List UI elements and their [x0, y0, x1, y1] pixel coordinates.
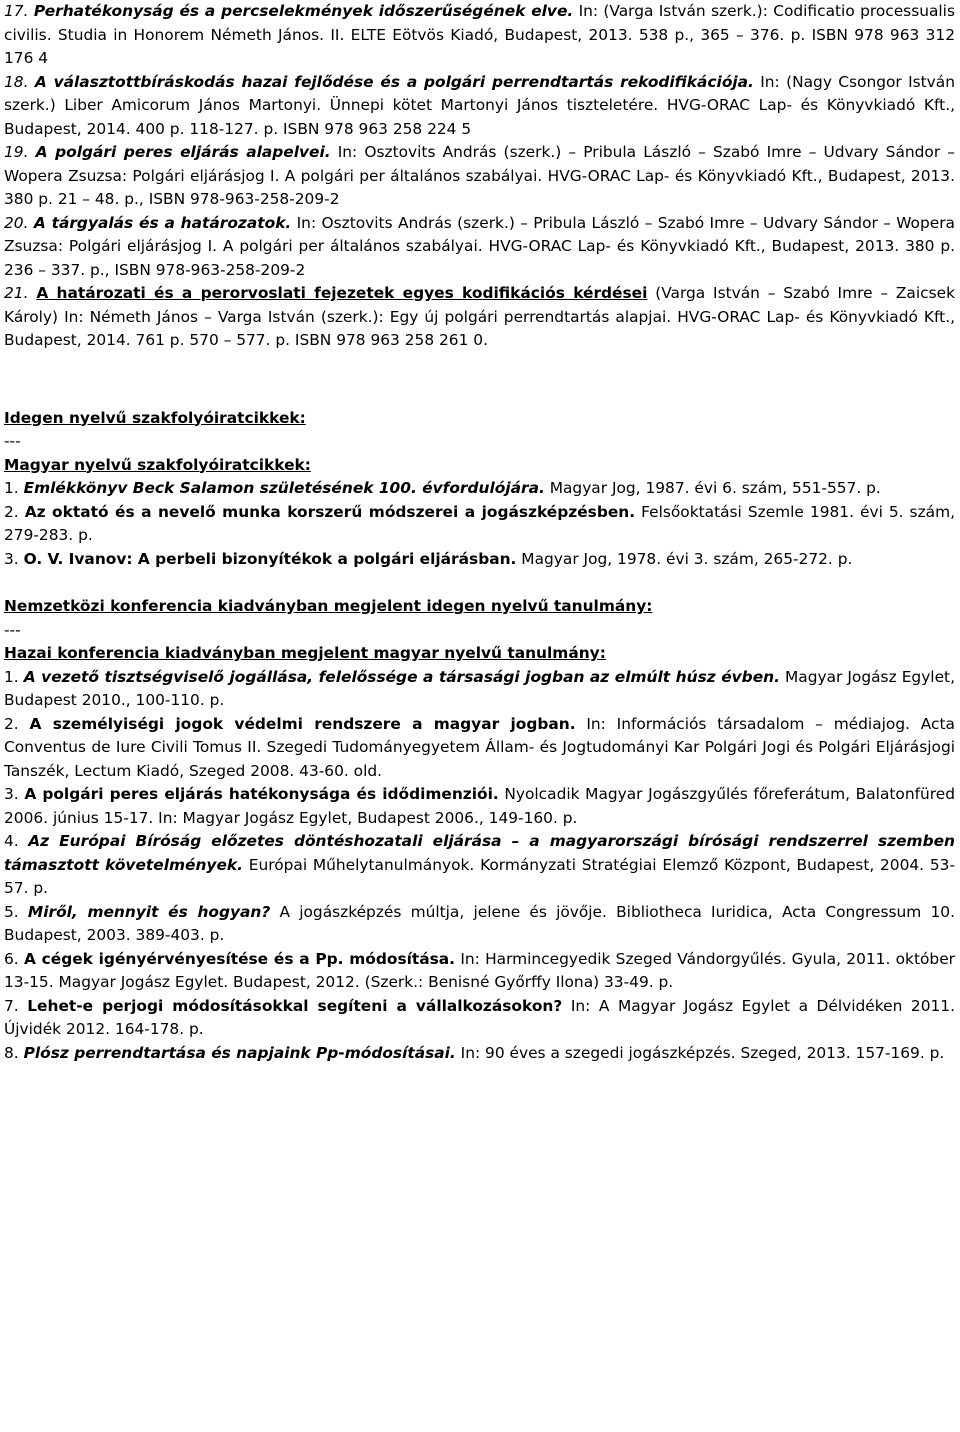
item-title: Perhatékonyság és a percselekmények időszerűségének elve.: [33, 2, 574, 20]
item-title: Miről, mennyit és hogyan?: [27, 902, 271, 921]
item-title: Az Európai Bíróság előzetes döntéshozatali eljárása – a magyarországi bírósági rendszerrel szemben támasztott követelmények.: [4, 832, 955, 874]
section-placeholder: ---: [4, 432, 21, 450]
item-number: 19.: [4, 143, 29, 161]
item-title: Lehet-e perjogi módosításokkal segíteni a vállalkozásokon?: [27, 996, 563, 1015]
conference-item-6: [4, 948, 955, 995]
item-number: 2.: [4, 502, 19, 521]
journal-item-3: [4, 548, 955, 572]
item-title: A személyiségi jogok védelmi rendszere a magyar jogban.: [29, 714, 576, 733]
item-title: A választottbíráskodás hazai fejlődése és a polgári perrendtartás rekodifikációja.: [34, 72, 754, 91]
section-heading-hungarian-journal: Magyar nyelvű szakfolyóiratcikkek:: [4, 455, 311, 474]
item-title: A cégek igényérvényesítése és a Pp. módosítása.: [23, 949, 456, 968]
bibliography-item-21: [4, 282, 955, 353]
item-details: In: Harmincegyedik Szeged Vándorgyűlés. Gyula, 2011. október 13-15. Magyar Jogász Egylet. Budapest, 2012. (Szerk.: Benisné Győrffy Ilona) 33-49. p.: [4, 949, 955, 991]
conference-item-8: [4, 1042, 955, 1066]
section-heading-domestic-conference: Hazai konferencia kiadványban megjelent magyar nyelvű tanulmány:: [4, 644, 606, 662]
item-details: Magyar Jog, 1978. évi 3. szám, 265-272. p.: [516, 549, 853, 568]
item-details: Magyar Jog, 1987. évi 6. szám, 551-557. p.: [544, 479, 881, 497]
conference-item-2: [4, 713, 955, 784]
item-details: In: (Varga István szerk.): Codificatio processualis civilis. Studia in Honorem Németh János. II. ELTE Eötvös Kiadó, Budapest, 2013. 538 p., 365 – 376. p. ISBN 978 963 312 176 4: [4, 2, 955, 67]
item-number: 21.: [4, 284, 29, 302]
spacer: [4, 353, 955, 407]
item-details: Európai Műhelytanulmányok. Kormányzati Stratégiai Elemző Központ, Budapest, 2004. 53-57. p.: [4, 855, 955, 897]
journal-item-1: [4, 477, 955, 501]
item-number: 4.: [4, 832, 19, 850]
bibliography-item-17: [4, 0, 955, 71]
section-placeholder: ---: [4, 620, 21, 639]
journal-item-2: [4, 501, 955, 548]
bibliography-item-20: [4, 212, 955, 283]
item-title: A polgári peres eljárás hatékonysága és idődimenziói.: [24, 785, 499, 803]
item-details: Nyolcadik Magyar Jogászgyűlés főreferátum, Balatonfüred 2006. június 15-17. In: Magyar Jogász Egylet, Budapest 2006., 149-160. p.: [4, 785, 955, 827]
item-details: A jogászképzés múltja, jelene és jövője. Bibliotheca Iuridica, Acta Congressum 10. Budapest, 2003. 389-403. p.: [4, 902, 955, 944]
item-title: O. V. Ivanov: A perbeli bizonyítékok a polgári eljárásban.: [23, 549, 517, 568]
item-number: 3.: [4, 785, 19, 803]
conference-item-4: [4, 830, 955, 901]
item-title: A polgári peres eljárás alapelvei.: [35, 143, 331, 161]
section-heading-foreign-journal: Idegen nyelvű szakfolyóiratcikkek:: [4, 408, 306, 427]
item-number: 8.: [4, 1043, 19, 1062]
item-details: In: Osztovits András (szerk.) – Pribula László – Szabó Imre – Udvary Sándor – Wopera Zsuzsa: Polgári eljárásjog I. A polgári per általános szabályai. HVG-ORAC Lap- és Könyvkiadó Kft., Budapest, 2013. 380 p. 236 – 337. p., ISBN 978-963-258-209-2: [4, 213, 955, 279]
item-details: In: (Nagy Csongor István szerk.) Liber Amicorum János Martonyi. Ünnepi kötet Martonyi János tiszteletére. HVG-ORAC Lap- és Könyvkiadó Kft., Budapest, 2014. 400 p. 118-127. p. ISBN 978 963 258 224 5: [4, 72, 955, 138]
item-details: (Varga István – Szabó Imre – Zaicsek Károly) In: Németh János – Varga István (szerk.): Egy új polgári perrendtartás alapjai. HVG-ORAC Lap- és Könyvkiadó Kft., Budapest, 2014. 761 p. 570 – 577. p. ISBN 978 963 258 261 0.: [4, 284, 955, 349]
conference-item-7: [4, 995, 955, 1042]
item-title: Az oktató és a nevelő munka korszerű módszerei a jogászképzésben.: [24, 502, 636, 521]
item-number: 2.: [4, 714, 19, 733]
item-number: 5.: [4, 902, 19, 921]
item-number: 6.: [4, 949, 19, 968]
item-number: 18.: [4, 72, 29, 91]
item-details: In: A Magyar Jogász Egylet a Délvidéken 2011. Újvidék 2012. 164-178. p.: [4, 996, 955, 1038]
item-title: Emlékkönyv Beck Salamon születésének 100. évfordulójára.: [23, 479, 545, 497]
item-number: 1.: [4, 479, 19, 497]
item-number: 3.: [4, 549, 19, 568]
item-title: Plósz perrendtartása és napjaink Pp-módosításai.: [23, 1043, 456, 1062]
item-number: 20.: [4, 213, 29, 232]
item-title: A tárgyalás és a határozatok.: [33, 213, 292, 232]
item-number: 7.: [4, 996, 19, 1015]
item-details: Felsőoktatási Szemle 1981. évi 5. szám, 279-283. p.: [4, 502, 955, 544]
conference-item-1: [4, 666, 955, 713]
section-heading-intl-conference: Nemzetközi konferencia kiadványban megjelent idegen nyelvű tanulmány:: [4, 597, 653, 615]
item-title: A határozati és a perorvoslati fejezetek egyes kodifikációs kérdései: [36, 284, 648, 302]
item-title: A vezető tisztségviselő jogállása, felelőssége a társasági jogban az elmúlt húsz évben.: [23, 667, 780, 686]
item-details: Magyar Jogász Egylet, Budapest 2010., 100-110. p.: [4, 667, 955, 709]
spacer: [4, 571, 955, 595]
item-details: In: Osztovits András (szerk.) – Pribula László – Szabó Imre – Udvary Sándor – Wopera Zsuzsa: Polgári eljárásjog I. A polgári per általános szabályai. HVG-ORAC Lap- és Könyvkiadó Kft., Budapest, 2013. 380 p. 21 – 48. p., ISBN 978-963-258-209-2: [4, 143, 955, 208]
bibliography-item-19: [4, 141, 955, 212]
conference-item-5: [4, 901, 955, 948]
item-details: In: 90 éves a szegedi jogászképzés. Szeged, 2013. 157-169. p.: [455, 1043, 945, 1062]
conference-item-3: [4, 783, 955, 830]
item-number: 17.: [4, 2, 29, 20]
bibliography-item-18: [4, 71, 955, 142]
item-details: In: Információs társadalom – médiajog. Acta Conventus de Iure Civili Tomus II. Szegedi Tudományegyetem Állam- és Jogtudományi Kar Polgári Jogi és Polgári Eljárásjogi Tanszék, Lectum Kiadó, Szeged 2008. 43-60. old.: [4, 714, 955, 780]
item-number: 1.: [4, 667, 19, 686]
